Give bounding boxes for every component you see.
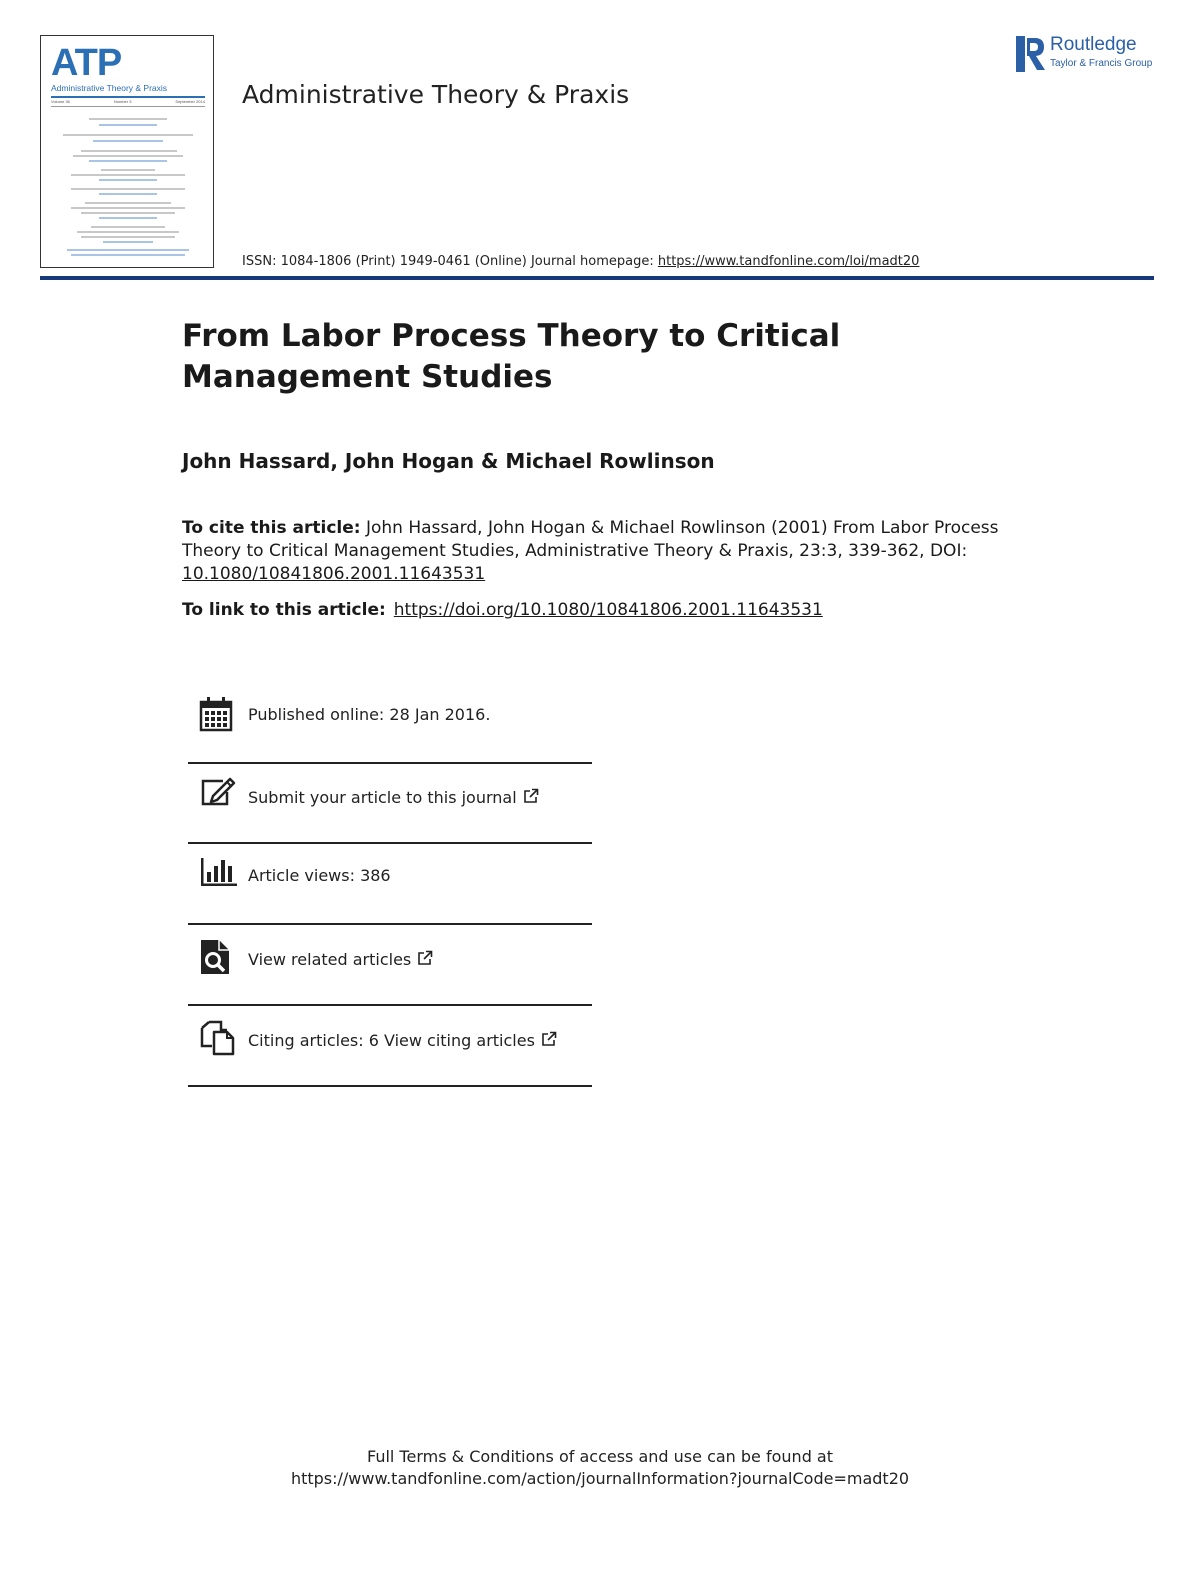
- header-rule: [40, 276, 1154, 280]
- search-document-icon: [199, 938, 233, 976]
- article-title: From Labor Process Theory to Critical Management Studies: [182, 318, 841, 395]
- cover-toc-line: [89, 160, 167, 162]
- article-link: [182, 600, 823, 620]
- cover-logo: ATP: [51, 42, 122, 84]
- cover-toc-line: [81, 150, 177, 152]
- external-link-icon: [417, 950, 433, 966]
- cover-toc-line: [89, 118, 167, 120]
- journal-name: Administrative Theory & Praxis: [242, 80, 630, 109]
- link-label: To link to this article:: [182, 600, 386, 620]
- cite-label: To cite this article:: [182, 518, 361, 538]
- info-divider: [188, 762, 592, 764]
- info-divider: [188, 923, 592, 925]
- publisher-name: Routledge: [1050, 34, 1137, 55]
- submit-label: Submit your article to this journal: [248, 788, 517, 807]
- cover-toc-line: [71, 188, 185, 190]
- issn-text: ISSN: 1084-1806 (Print) 1949-0461 (Online) Journal homepage:: [242, 254, 658, 269]
- article-views: Article views: 386: [248, 866, 391, 885]
- footer: [0, 1446, 1200, 1490]
- cover-toc-line: [101, 169, 155, 171]
- info-divider: [188, 842, 592, 844]
- cover-title: Administrative Theory & Praxis: [51, 83, 168, 93]
- cover-divider: [51, 96, 205, 98]
- publisher-group: Taylor & Francis Group: [1050, 58, 1153, 69]
- issn-line: [242, 254, 919, 269]
- related-label: View related articles: [248, 950, 412, 969]
- external-link-icon: [541, 1031, 557, 1047]
- cover-date: September 2014: [175, 99, 205, 104]
- cover-toc-line: [71, 207, 185, 209]
- cover-toc-line: [81, 212, 175, 214]
- calendar-icon: [199, 696, 233, 732]
- citation: [182, 517, 1042, 586]
- cover-toc-line: [99, 124, 157, 126]
- published-online: Published online: 28 Jan 2016.: [248, 705, 491, 724]
- journal-homepage-link[interactable]: https://www.tandfonline.com/loi/madt20: [657, 254, 920, 269]
- cover-toc-line: [85, 202, 171, 204]
- cite-doi-link[interactable]: 10.1080/10841806.2001.11643531: [182, 564, 486, 584]
- cite-text: John Hassard, John Hogan & Michael Rowlinson (2001) From Labor Process Theory to Critical Management Studies, Administrative Theory & Praxis, 23:3, 339-362, DOI:: [182, 518, 999, 561]
- view-related-articles-link[interactable]: [248, 950, 433, 969]
- cover-toc-line: [99, 217, 157, 219]
- cover-toc-line: [103, 241, 153, 243]
- submit-article-link[interactable]: [248, 788, 539, 807]
- article-authors: John Hassard, John Hogan & Michael Rowlinson: [182, 449, 715, 473]
- cover-toc-line: [99, 193, 157, 195]
- routledge-r-icon: [1016, 34, 1046, 74]
- copy-documents-icon: [199, 1018, 237, 1056]
- citing-label: Citing articles: 6 View citing articles: [248, 1031, 535, 1050]
- info-divider: [188, 1085, 592, 1087]
- cover-toc-line: [71, 174, 185, 176]
- footer-terms: Full Terms & Conditions of access and use can be found at: [366, 1447, 834, 1466]
- routledge-logo: [1016, 34, 1156, 74]
- doi-link[interactable]: https://doi.org/10.1080/10841806.2001.11643531: [393, 600, 823, 620]
- cover-toc-line: [73, 155, 183, 157]
- external-link-icon: [523, 788, 539, 804]
- cover-toc-line: [81, 236, 175, 238]
- info-divider: [188, 1004, 592, 1006]
- bar-chart-icon: [199, 856, 239, 888]
- cover-toc-line: [71, 254, 185, 256]
- cover-toc-line: [67, 249, 189, 251]
- cover-number: Number 3: [113, 99, 132, 104]
- cover-volume: Volume 36: [51, 99, 70, 104]
- cover-toc-line: [99, 179, 157, 181]
- citing-articles-link[interactable]: [248, 1031, 557, 1050]
- cover-toc-line: [63, 134, 193, 136]
- cover-toc-line: [93, 140, 163, 142]
- cover-toc-line: [77, 231, 179, 233]
- cover-meta: [51, 99, 205, 104]
- cover-divider: [51, 106, 205, 107]
- journal-cover-thumbnail: [40, 35, 214, 268]
- edit-icon: [199, 776, 237, 808]
- footer-terms-link[interactable]: https://www.tandfonline.com/action/journalInformation?journalCode=madt20: [290, 1469, 910, 1488]
- cover-toc-line: [91, 226, 165, 228]
